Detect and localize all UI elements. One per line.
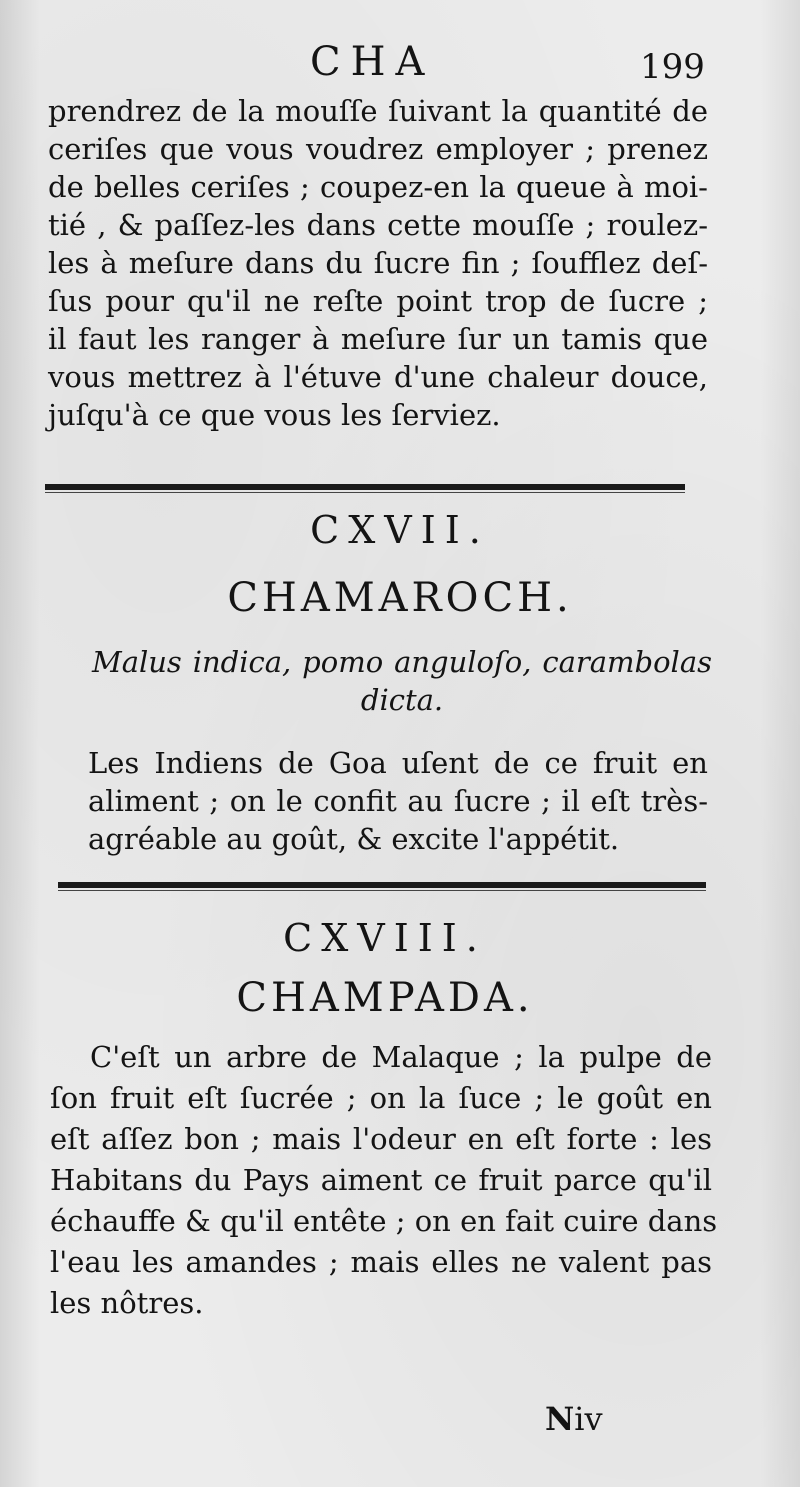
text-line: Habitans du Pays aiment ce fruit parce qu'il <box>50 1163 712 1197</box>
text-line: agréable au goût, & excite l'appétit. <box>88 822 620 856</box>
section-numeral: CXVII. <box>310 508 490 552</box>
text-line: aliment ; on le confit au ſucre ; il eſt très- <box>88 784 708 818</box>
text-line: vous mettrez à l'étuve d'une chaleur douce, <box>48 360 708 394</box>
section-title: CHAMPADA. <box>236 975 534 1021</box>
text-line: échauffe & qu'il entête ; on en fait cuire dans <box>50 1204 718 1238</box>
text-line: prendrez de la mouſſe ſuivant la quantité de <box>48 94 708 128</box>
section-title: CHAMAROCH. <box>227 575 573 621</box>
text-line: Les Indiens de Goa uſent de ce fruit en <box>88 746 708 780</box>
text-line: ceriſes que vous voudrez employer ; prenez <box>48 132 708 166</box>
running-head: CHA <box>310 39 435 85</box>
text-line: l'eau les amandes ; mais elles ne valent pas <box>50 1245 712 1279</box>
text-line: juſqu'à ce que vous les ſerviez. <box>48 398 501 432</box>
section-numeral: CXVIII. <box>283 916 487 960</box>
page-number: 199 <box>640 47 705 87</box>
section-paragraph <box>88 744 708 858</box>
latin-line: dicta. <box>360 683 444 717</box>
signature-numeral: iv <box>574 1400 603 1438</box>
signature-letter: N <box>545 1400 575 1438</box>
printer-signature <box>545 1400 603 1438</box>
intro-paragraph <box>48 92 708 434</box>
text-line: les à meſure dans du ſucre fin ; ſoufflez deſ- <box>48 246 708 280</box>
text-line: de belles ceriſes ; coupez-en la queue à moi- <box>48 170 708 204</box>
text-line: il faut les ranger à meſure ſur un tamis que <box>48 322 708 356</box>
latin-line: Malus indica, pomo anguloſo, carambolas <box>92 645 712 679</box>
text-line: eſt aſſez bon ; mais l'odeur en eſt forte : les <box>50 1122 712 1156</box>
text-line: tié , & paſſez-les dans cette mouſſe ; roulez- <box>48 208 708 242</box>
text-line: ſus pour qu'il ne reſte point trop de ſucre ; <box>48 284 708 318</box>
section-divider-rule <box>45 484 685 490</box>
latin-name <box>92 643 712 719</box>
text-line: les nôtres. <box>50 1286 204 1320</box>
section-paragraph <box>50 1037 718 1324</box>
text-line: C'eſt un arbre de Malaque ; la pulpe de <box>90 1040 712 1074</box>
section-divider-rule <box>58 882 706 888</box>
text-line: ſon fruit eſt ſucrée ; on la ſuce ; le goût en <box>50 1081 712 1115</box>
